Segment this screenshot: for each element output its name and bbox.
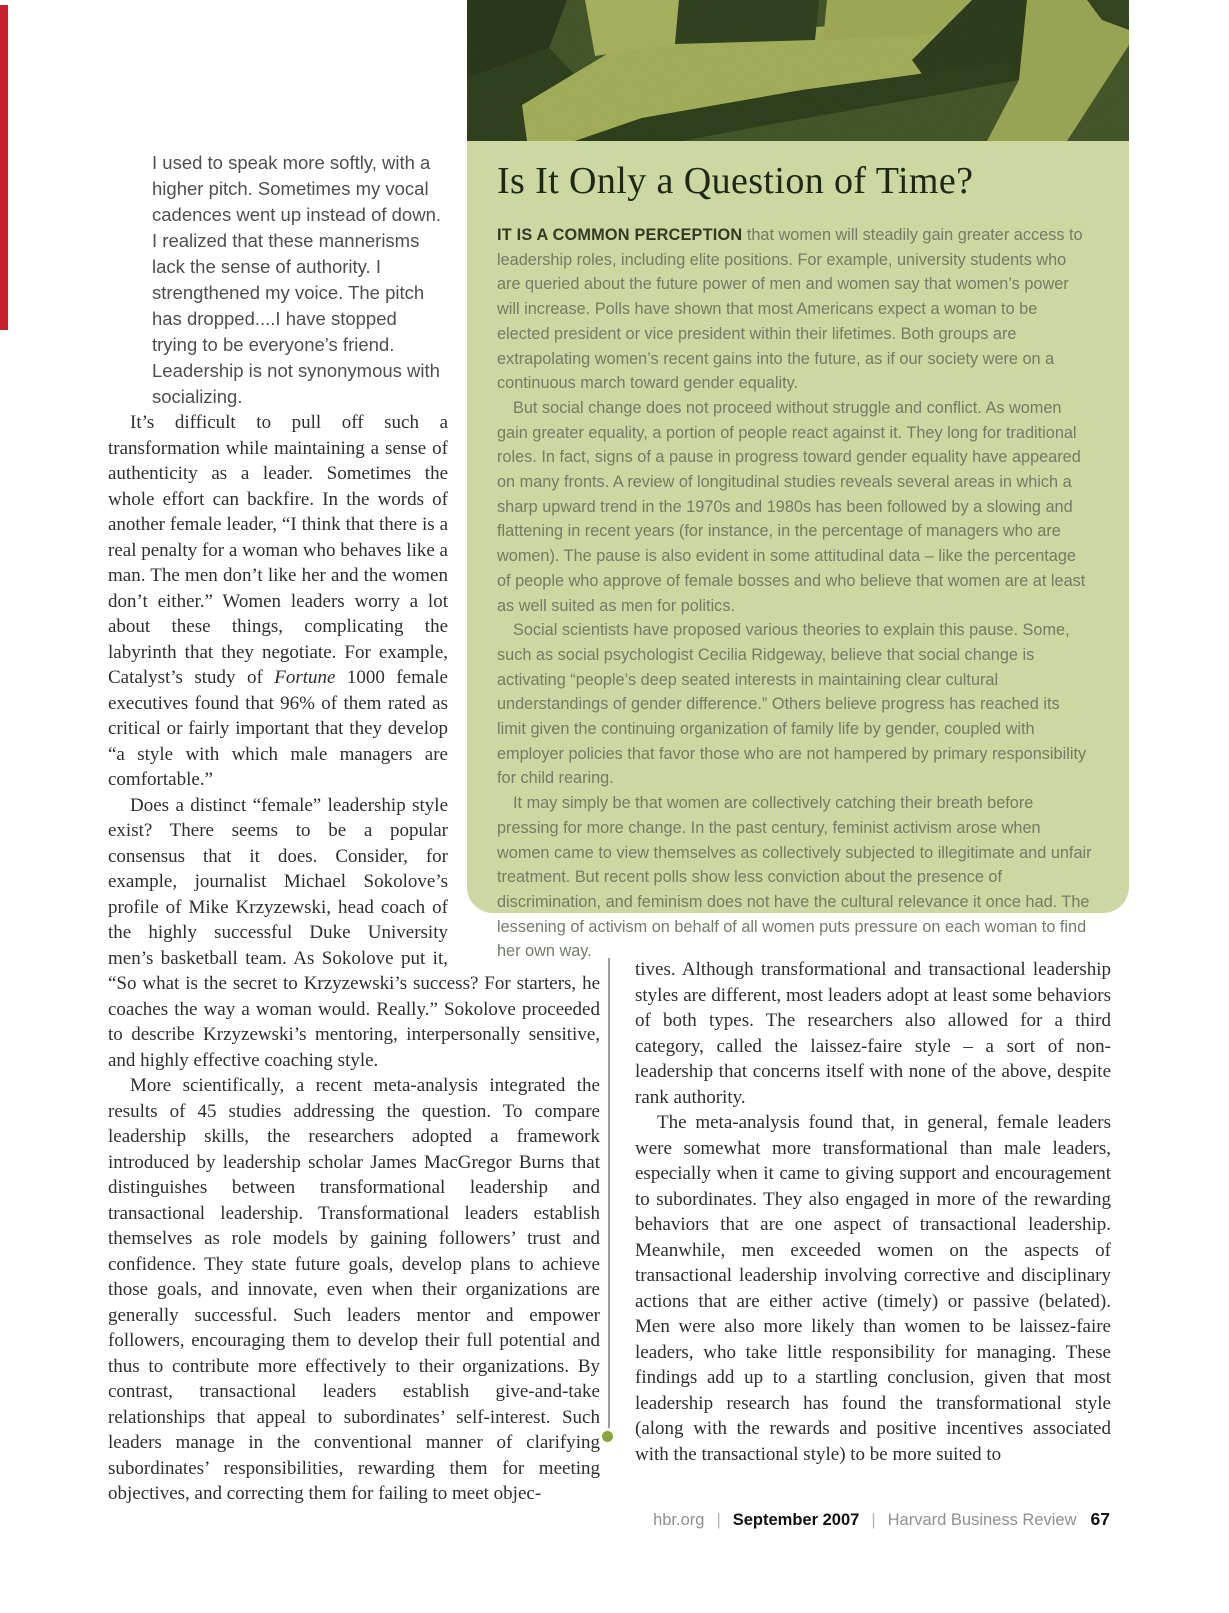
body-text: 1000 female executives found that 96% of them rated as critical or fairly important that they develop “a style with which male managers are comfortable.” (108, 667, 448, 790)
footer-issue: September 2007 (732, 1511, 860, 1529)
sidebar-paragraph: It may simply be that women are collectively catching their breath before pressing for more change. In the past century, feminist activism arose when women came to view themselves as collectively subjected to illegitimate and unfair treatment. But recent polls show less conviction about the presence of discrimination, and feminism does not have the cultural relevance it once had. The lessening of activism on behalf of all women puts pressure on each woman to find her own way. (497, 794, 1092, 961)
hedge-maze-image (467, 0, 1129, 141)
footer-page-number: 67 (1090, 1509, 1110, 1529)
article-left-column (108, 150, 600, 1507)
maze-photo (467, 0, 1129, 141)
column-divider-rule (608, 958, 610, 1428)
red-accent-bar (0, 5, 8, 330)
sidebar-lead-in: IT IS A COMMON PERCEPTION (497, 226, 743, 244)
body-paragraph: tives. Although transformational and transactional leadership styles are different, most leaders adopt at least some behaviors of both types. The researchers also allowed for a third category, called the laissez-faire style – a sort of non-leadership that concerns itself with none of the above, despite rank authority. (635, 959, 1111, 1108)
footer-separator: | (871, 1511, 876, 1529)
body-paragraph: Does a distinct “female” leadership style exist? There seems to be a popular consensus that it does. Consider, for example, journalist Michael Sokolove’s profile of Mike Krzyzewski, head coach of the highly successful Duke University men’s basketball team. As Sokolove put it, “So what is the secret to Krzyzewski’s success? For starters, he coaches the way a woman would. Really.” Sokolove proceeded to describe Krzyzewski’s mentoring, interpersonally sensitive, and highly effective coaching style. (108, 794, 600, 1071)
italic-title: Fortune (274, 667, 336, 688)
column-divider-dot (602, 1431, 613, 1442)
body-paragraph: More scientifically, a recent meta-analysis integrated the results of 45 studies addressing the question. To compare leadership skills, the researchers adopted a framework introduced by leadership scholar James MacGregor Burns that distinguishes between transformational leadership and transactional leadership. Transformational leaders establish themselves as role models by gaining followers’ trust and confidence. They state future goals, develop plans to achieve those goals, and innovate, even when their organizations are generally successful. Such leaders mentor and empower followers, encouraging them to develop their full potential and thus to contribute more effectively to their organizations. By contrast, transactional leaders establish give-and-take relationships that appeal to subordinates’ self-interest. Such leaders manage in the conventional manner of clarifying subordinates’ responsibilities, rewarding them for meeting objectives, and correcting them for failing to meet objec- (108, 1075, 600, 1504)
sidebar-paragraph: Social scientists have proposed various theories to explain this pause. Some, such as social psychologist Cecilia Ridgeway, believe that social change is activating “people’s deep seated interests in maintaining clear cultural understandings of gender difference.” Others believe progress has reached its limit given the continuing organization of family life by gender, coupled with employer policies that favor those who are not hampered by primary responsibility for child rearing. (497, 621, 1087, 788)
sidebar-paragraph: But social change does not proceed without struggle and conflict. As women gain greater equality, a portion of people react against it. They long for traditional roles. In fact, signs of a pause in progress toward gender equality have appeared on many fronts. A review of longitudinal studies reveals several areas in which a sharp upward trend in the 1970s and 1980s has been followed by a slowing and flattening in recent years (for instance, in the percentage of managers who are women). The pause is also evident in some attitudinal data – like the percentage of people who approve of female bosses and who believe that women are at least as well suited as men for politics. (497, 398, 1086, 615)
page-footer (653, 1509, 1110, 1530)
article-right-column (635, 957, 1111, 1467)
body-paragraph: The meta-analysis found that, in general, female leaders were somewhat more transformational than male leaders, especially when it came to giving support and encouragement to subordinates. They also engaged in more of the rewarding behaviors that are one aspect of transactional leadership. Meanwhile, men exceeded women on the aspects of transactional leadership involving corrective and disciplinary actions that are either active (timely) or passive (belated). Men were also more likely than women to be laissez-faire leaders, who take little responsibility for managing. These findings add up to a startling conclusion, given that most leadership research has found the transformational style (along with the rewards and positive incentives associated with the transactional style) to be more suited to (635, 1112, 1111, 1465)
column-flow-spacer (448, 150, 600, 956)
footer-publication: Harvard Business Review (887, 1511, 1077, 1529)
body-text: It’s difficult to pull off such a transformation while maintaining a sense of authenticity as a leader. Sometimes the whole effort can backfire. In the words of another female leader, “I think that there is a real penalty for a woman who behaves like a man. The men don’t like her and the women don’t either.” Women leaders worry a lot about these things, complicating the labyrinth that they negotiate. For example, Catalyst’s study of (108, 412, 448, 688)
pull-quote: I used to speak more softly, with a higher pitch. Sometimes my vocal cadences went up instead of down. I realized that these mannerisms lack the sense of authority. I strengthened my voice. The pitch has dropped....I have stopped trying to be everyone’s friend. Leadership is not synonymous with socializing. (152, 152, 441, 407)
footer-separator: | (716, 1511, 721, 1529)
sidebar-title: Is It Only a Question of Time? (497, 160, 974, 202)
sidebar-paragraph-text: that women will steadily gain greater access to leadership roles, including elite positions. For example, university students who are queried about the future power of men and women say that women’s power will increase. Polls have shown that most Americans expect a woman to be elected president or vice president within their lifetimes. Both groups are extrapolating women’s recent gains into the future, as if our society were on a continuous march toward gender equality. (497, 226, 1083, 393)
footer-site: hbr.org (653, 1511, 705, 1529)
